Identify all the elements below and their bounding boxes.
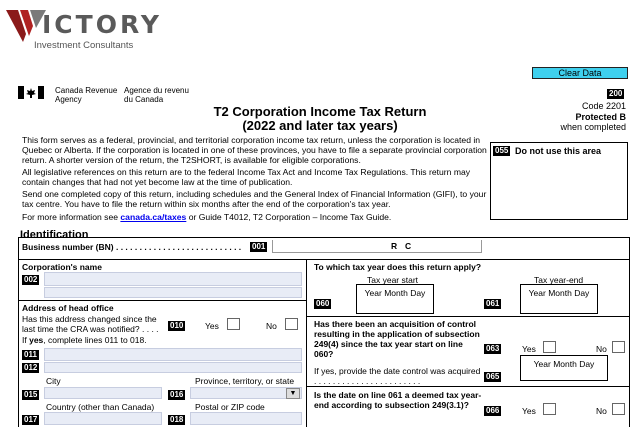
line-012-num: 012 xyxy=(24,363,38,372)
canada-flag-icon xyxy=(18,86,44,99)
tax-year-start-input[interactable]: Year Month Day xyxy=(356,284,434,314)
province-label: Province, territory, or state xyxy=(195,376,295,386)
victory-logo-mark xyxy=(6,8,46,44)
canada-taxes-link[interactable]: canada.ca/taxes xyxy=(120,212,187,222)
intro-paragraph-2: All legislative references on this return are to the federal Income Tax Act and Income Tax Regulations. This return may contain changes that had not yet become law at the time of publication. xyxy=(22,167,471,187)
intro-paragraph-3: Send one completed copy of this return, including schedules and the General Index of Financial Information (GIFI), to your tax centre. You have to file the return within six months after the end of the corporation's tax year. xyxy=(22,189,487,209)
intro-paragraph-1: This form serves as a federal, provincial, and territorial corporation income tax return, unless the corporation is located in Quebec or Alberta. If the corporation is located in one of these provinces, you have to file a separate provincial corporation return. A shorter version of the return, the T2SHORT, is available for eligible corporations. xyxy=(22,135,487,165)
address-changed-yes-checkbox[interactable] xyxy=(227,318,240,330)
agency-name-en: Canada Revenue Agency xyxy=(55,86,118,104)
line-065-num: 065 xyxy=(486,372,500,381)
row-divider xyxy=(18,300,306,301)
no-label: No xyxy=(266,321,277,331)
line-011-num: 011 xyxy=(24,350,37,359)
logo-subtitle: Investment Consultants xyxy=(34,40,134,51)
clear-data-button[interactable]: Clear Data xyxy=(532,67,628,79)
corp-name-label: Corporation's name xyxy=(22,262,102,272)
right-border xyxy=(629,237,630,427)
line-010-num: 010 xyxy=(170,321,184,330)
tax-year-end-label: Tax year-end xyxy=(534,275,584,285)
postal-label: Postal or ZIP code xyxy=(195,402,265,412)
do-not-use-area xyxy=(490,142,628,220)
bn-label: Business number (BN) . . . . . . . . . . . . . . . . . . . . . . . . . . . xyxy=(22,242,242,252)
line-002-num: 002 xyxy=(24,275,38,284)
address-line-1-input[interactable] xyxy=(44,348,302,361)
do-not-use-label: Do not use this area xyxy=(515,146,602,156)
row-divider xyxy=(306,316,630,317)
center-divider xyxy=(306,259,307,427)
acquisition-yes-checkbox[interactable] xyxy=(543,341,556,353)
country-input[interactable] xyxy=(44,412,162,425)
tax-year-start-label: Tax year start xyxy=(367,275,419,285)
address-changed-no-checkbox[interactable] xyxy=(285,318,298,330)
line-001-num: 001 xyxy=(252,242,266,251)
tax-year-end-input[interactable]: Year Month Day xyxy=(520,284,598,314)
acquisition-question: Has there been an acquisition of control resulting in the application of subsection 249(4) since the tax year start on line 060? xyxy=(314,319,480,359)
line-016-num: 016 xyxy=(170,390,184,399)
tax-year-question: To which tax year does this return apply? xyxy=(314,262,482,272)
city-input[interactable] xyxy=(44,387,162,399)
address-line-2-input[interactable] xyxy=(44,362,302,373)
left-border xyxy=(18,237,19,427)
when-completed-label: when completed xyxy=(560,122,626,132)
form-title: T2 Corporation Income Tax Return xyxy=(213,104,427,119)
section-divider xyxy=(18,237,630,238)
head-office-label: Address of head office xyxy=(22,303,114,313)
code-200-badge: 200 xyxy=(609,89,623,98)
logo-wordmark: ICTORY xyxy=(42,10,162,39)
city-label: City xyxy=(46,376,61,386)
form-subtitle: (2022 and later tax years) xyxy=(242,118,398,133)
line-063-num: 063 xyxy=(486,344,500,353)
no-label: No xyxy=(596,344,607,354)
identification-title: Identification xyxy=(20,229,89,241)
intro-paragraph-4: For more information see canada.ca/taxes or Guide T4012, T2 Corporation – Income Tax Guide. xyxy=(22,212,392,222)
address-changed-question: Has this address changed since the last time the CRA was notified? . . . . xyxy=(22,314,159,334)
row-divider xyxy=(306,386,630,387)
chevron-down-icon[interactable]: ▼ xyxy=(286,388,300,399)
line-061-num: 061 xyxy=(486,299,500,308)
row-divider xyxy=(18,259,630,260)
acquisition-date-label: If yes, provide the date control was acquired . . . . . . . . . . . . . . . . . . . . . . . xyxy=(314,366,481,386)
yes-label: Yes xyxy=(205,321,219,331)
protected-label: Protected B xyxy=(575,112,626,122)
form-code: Code 2201 xyxy=(581,101,626,111)
line-055-num: 055 xyxy=(495,146,509,155)
deemed-year-end-question: Is the date on line 061 a deemed tax year-end according to subsection 249(3.1)? xyxy=(314,390,482,410)
deemed-no-checkbox[interactable] xyxy=(612,403,625,415)
line-066-num: 066 xyxy=(486,406,500,415)
yes-label: Yes xyxy=(522,344,536,354)
line-018-num: 018 xyxy=(170,415,184,424)
line-060-num: 060 xyxy=(316,299,330,308)
business-number-input[interactable]: R C xyxy=(272,240,482,253)
corp-name-input[interactable] xyxy=(44,272,302,286)
acquisition-date-input[interactable]: Year Month Day xyxy=(520,355,608,381)
yes-label: Yes xyxy=(522,406,536,416)
postal-input[interactable] xyxy=(190,412,302,425)
line-015-num: 015 xyxy=(24,390,38,399)
agency-name-fr: Agence du revenu du Canada xyxy=(124,86,189,104)
line-017-num: 017 xyxy=(24,415,38,424)
if-yes-note: If yes, complete lines 011 to 018. xyxy=(22,335,147,345)
no-label: No xyxy=(596,406,607,416)
country-label: Country (other than Canada) xyxy=(46,402,155,412)
deemed-yes-checkbox[interactable] xyxy=(543,403,556,415)
acquisition-no-checkbox[interactable] xyxy=(612,341,625,353)
corp-name-input-2[interactable] xyxy=(44,287,302,298)
